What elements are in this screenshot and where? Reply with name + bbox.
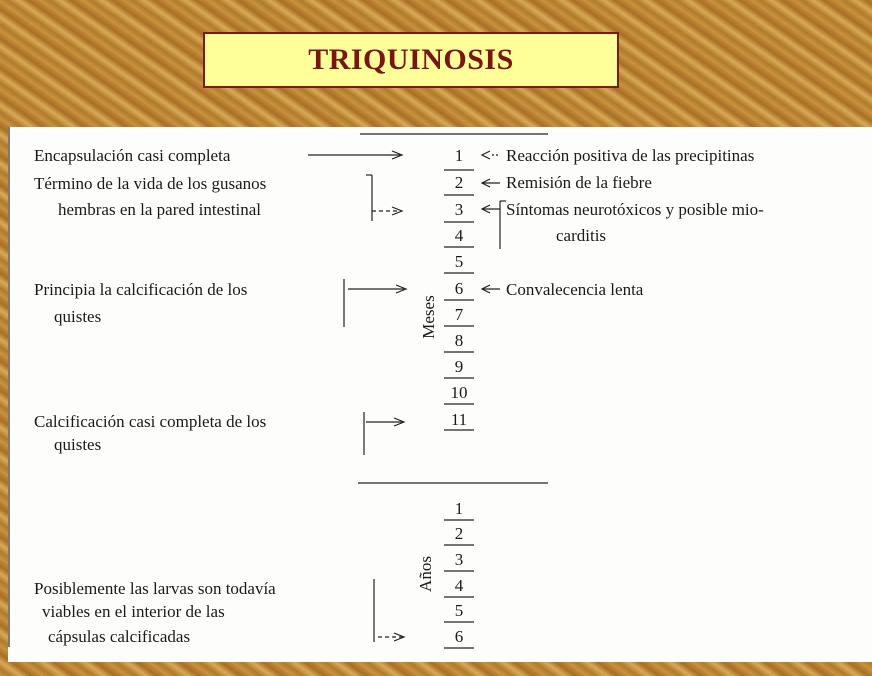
title-box — [203, 32, 619, 88]
note-larvae-line1: Posiblemente las larvas son todavía — [34, 579, 276, 598]
note-neuro-line2: carditis — [556, 226, 607, 245]
month-number: 7 — [454, 305, 464, 324]
month-number: 5 — [454, 252, 464, 271]
note-calc-start-line2: quistes — [54, 307, 102, 326]
month-number: 1 — [454, 146, 464, 165]
year-number: 1 — [454, 499, 464, 518]
note-fever: Remisión de la fiebre — [506, 173, 652, 192]
month-number: 8 — [454, 331, 464, 350]
months-axis-label: Meses — [419, 295, 438, 339]
note-worms-line2: hembras en la pared intestinal — [58, 200, 261, 219]
note-worms-line1: Término de la vida de los gusanos — [34, 174, 267, 193]
month-number: 3 — [454, 200, 464, 219]
page-title: TRIQUINOSIS — [308, 43, 514, 76]
month-number: 2 — [454, 173, 464, 192]
month-number: 10 — [450, 383, 468, 402]
note-larvae-line2: viables en el interior de las — [42, 602, 225, 621]
year-number: 4 — [454, 576, 464, 595]
note-larvae-line3: cápsulas calcificadas — [48, 627, 191, 646]
year-number: 6 — [454, 627, 464, 646]
month-number: 9 — [454, 357, 464, 376]
year-number: 5 — [454, 601, 464, 620]
note-calc-done-line1: Calcificación casi completa de los — [34, 412, 267, 431]
note-calc-done-line2: quistes — [54, 435, 102, 454]
note-precipitins: Reacción positiva de las precipitinas — [506, 146, 755, 165]
note-encapsulation: Encapsulación casi completa — [34, 146, 231, 165]
month-number: 4 — [454, 226, 464, 245]
year-number: 2 — [454, 524, 464, 543]
note-neuro-line1: Síntomas neurotóxicos y posible mio- — [506, 200, 764, 219]
note-calc-start-line1: Principia la calcificación de los — [34, 280, 248, 299]
month-number: 11 — [450, 410, 468, 429]
years-axis-label: Años — [416, 556, 435, 592]
timeline-diagram — [8, 127, 872, 662]
year-number: 3 — [454, 550, 464, 569]
note-convalescence: Convalecencia lenta — [506, 280, 644, 299]
month-number: 6 — [454, 279, 464, 298]
